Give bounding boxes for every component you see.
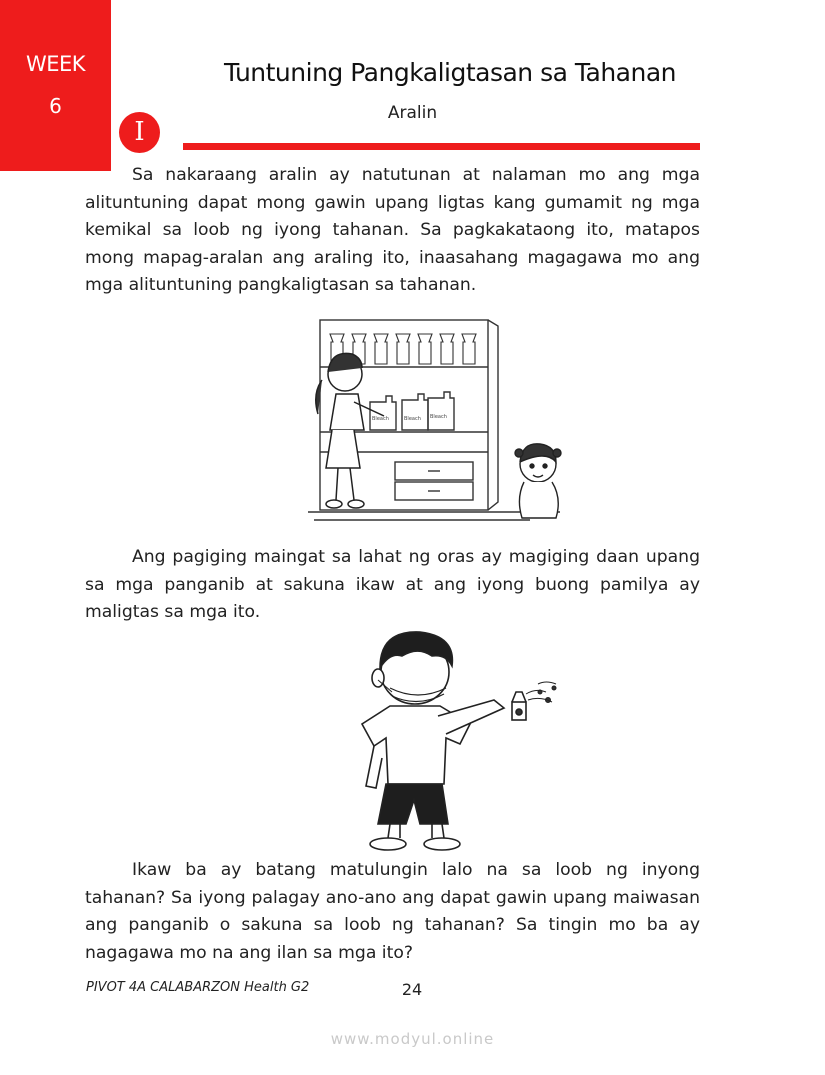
cabinet-illustration xyxy=(300,312,565,527)
week-label: WEEK xyxy=(25,52,86,76)
section-letter-badge: I xyxy=(119,112,160,153)
section-divider xyxy=(183,143,700,150)
bleach-label-1: Bleach xyxy=(372,416,389,422)
watermark: www.modyul.online xyxy=(330,1030,495,1048)
intro-paragraph: Sa nakaraang aralin ay natutunan at nalaman mo ang mga alituntuning dapat mong gawin upang ligtas kang gumamit ng mga kemikal sa loob ng iyong tahanan. Sa pagkakataong ito, matapos mong mapag-aralan ang araling ito, inaasahang magagawa mo ang mga alituntuning pangkaligtasan sa tahanan. xyxy=(85,165,700,295)
footer-course: PIVOT 4A CALABARZON Health G2 xyxy=(86,980,310,995)
week-number: 6 xyxy=(49,94,62,118)
week-banner xyxy=(0,0,111,171)
bleach-label-2: Bleach xyxy=(404,416,421,422)
page-number: 24 xyxy=(401,980,423,999)
boy-spraying-illustration xyxy=(340,630,580,855)
page-title: Tuntuning Pangkaligtasan sa Tahanan xyxy=(223,58,677,87)
bleach-label-3: Bleach xyxy=(430,414,447,420)
section-subtitle: Aralin xyxy=(387,103,438,123)
caution-paragraph: Ang pagiging maingat sa lahat ng oras ay magiging daan upang sa mga panganib at sakuna ikaw at ang iyong buong pamilya ay maligtas sa mga ito. xyxy=(85,547,700,622)
question-paragraph: Ikaw ba ay batang matulungin lalo na sa loob ng inyong tahanan? Sa iyong palagay ano-ano ang dapat gawin upang maiwasan ang panganib o sakuna sa loob ng tahanan? Sa tingin mo ba ay nagagawa mo na ang ilan sa mga ito? xyxy=(85,860,700,963)
